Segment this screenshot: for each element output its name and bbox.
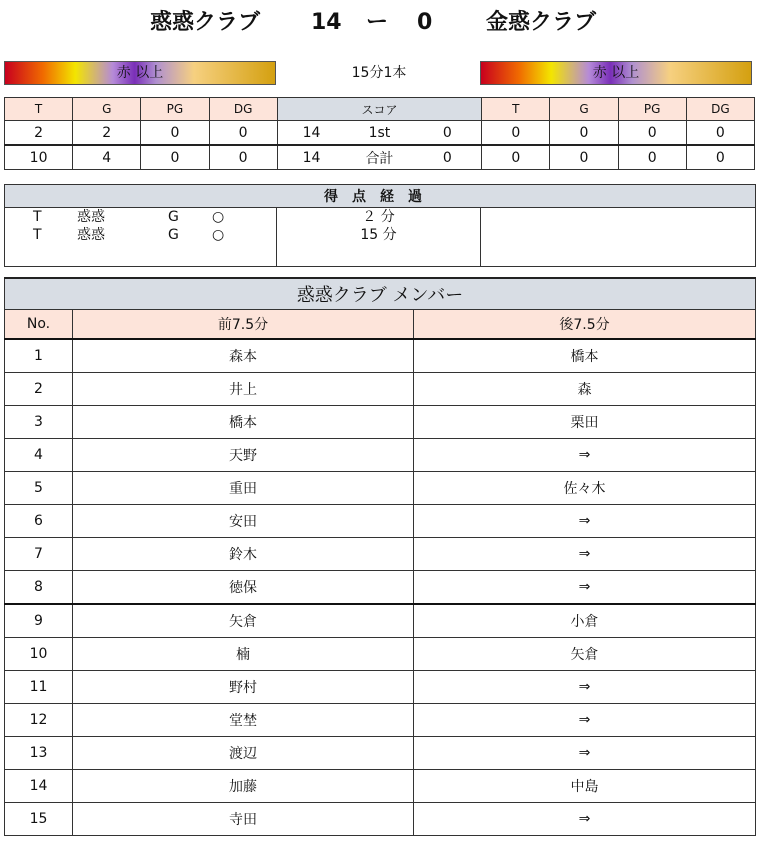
home-team-name: 惑惑クラブ [150,10,261,35]
progress-entry [5,208,276,226]
away-score: 0 [417,10,433,35]
match-format: 15分1本 [351,65,407,81]
home-t: 2 [5,121,73,146]
home-points: 14 [277,145,345,170]
score-type: T [33,227,42,243]
member-number: 7 [5,538,73,571]
second-half-player: 中島 [414,770,756,803]
first-half-player: 橋本 [73,406,414,439]
member-number: 1 [5,339,73,373]
home-pg: 0 [141,121,209,146]
member-number: 12 [5,704,73,737]
score-table [4,97,755,170]
away-dg: 0 [686,145,754,170]
first-half-player: 堂埜 [73,704,414,737]
header-pg: PG [141,98,209,121]
col-first-half: 前7.5分 [73,310,414,340]
first-half-player: 渡辺 [73,737,414,770]
progress-title: 得点経過 [5,185,756,208]
away-points: 0 [414,145,482,170]
score-row-1st [5,121,755,146]
second-half-player: ⇒ [414,571,756,605]
first-half-player: 安田 [73,505,414,538]
home-score: 14 [311,10,342,35]
second-half-player: 橋本 [414,339,756,373]
home-g: 4 [73,145,141,170]
first-half-player: 森本 [73,339,414,373]
kick-result: ○ [212,209,225,225]
header-pg: PG [618,98,686,121]
home-level-bar [4,61,276,85]
away-team-name: 金惑クラブ [486,10,597,35]
member-table-title: 惑惑クラブ メンバー [5,278,756,310]
second-half-player: 栗田 [414,406,756,439]
home-g: 2 [73,121,141,146]
score-team: 惑惑 [77,227,105,243]
away-pg: 0 [618,121,686,146]
home-pg: 0 [141,145,209,170]
total-label: 合計 [345,145,413,170]
progress-times [277,208,481,267]
first-half-player: 寺田 [73,803,414,836]
first-half-player: 野村 [73,671,414,704]
score-time: 15 分 [360,227,397,243]
progress-events [5,208,277,267]
member-row [5,571,756,605]
member-row [5,373,756,406]
home-level-label: 赤 以上 [116,65,164,81]
half-label: 1st [345,121,413,146]
home-dg: 0 [209,121,277,146]
first-half-player: 井上 [73,373,414,406]
member-row [5,505,756,538]
second-half-player: 矢倉 [414,638,756,671]
col-second-half: 後7.5分 [414,310,756,340]
score-type: T [33,209,42,225]
home-dg: 0 [209,145,277,170]
second-half-player: ⇒ [414,505,756,538]
progress-entry [5,226,276,244]
member-number: 4 [5,439,73,472]
away-dg: 0 [686,121,754,146]
second-half-player: ⇒ [414,671,756,704]
progress-away-events [481,208,756,267]
header-g: G [73,98,141,121]
member-number: 9 [5,604,73,638]
first-half-player: 加藤 [73,770,414,803]
first-half-player: 重田 [73,472,414,505]
score-dash: ー [366,10,389,35]
member-row [5,538,756,571]
second-half-player: ⇒ [414,737,756,770]
member-number: 2 [5,373,73,406]
kick-type: G [168,209,179,225]
member-table [4,277,756,836]
score-row-total [5,145,755,170]
scoring-progress-table [4,184,756,267]
second-half-player: 佐々木 [414,472,756,505]
member-row [5,439,756,472]
away-t: 0 [482,145,550,170]
member-number: 6 [5,505,73,538]
col-number: No. [5,310,73,340]
member-row [5,638,756,671]
member-row [5,339,756,373]
first-half-player: 徳保 [73,571,414,605]
member-number: 10 [5,638,73,671]
header-g: G [550,98,618,121]
away-g: 0 [550,145,618,170]
home-t: 10 [5,145,73,170]
second-half-player: ⇒ [414,803,756,836]
away-level-label: 赤 以上 [592,65,640,81]
member-row [5,803,756,836]
first-half-player: 矢倉 [73,604,414,638]
member-number: 13 [5,737,73,770]
header-dg: DG [686,98,754,121]
second-half-player: ⇒ [414,704,756,737]
member-row [5,671,756,704]
member-number: 5 [5,472,73,505]
kick-type: G [168,227,179,243]
home-points: 14 [277,121,345,146]
away-level-bar [480,61,752,85]
member-row [5,472,756,505]
member-number: 3 [5,406,73,439]
member-row [5,704,756,737]
away-t: 0 [482,121,550,146]
member-row [5,737,756,770]
away-pg: 0 [618,145,686,170]
member-number: 8 [5,571,73,605]
first-half-player: 天野 [73,439,414,472]
away-points: 0 [414,121,482,146]
header-t: T [5,98,73,121]
second-half-player: ⇒ [414,538,756,571]
second-half-player: ⇒ [414,439,756,472]
first-half-player: 楠 [73,638,414,671]
member-number: 15 [5,803,73,836]
kick-result: ○ [212,227,225,243]
away-g: 0 [550,121,618,146]
header-t: T [482,98,550,121]
member-number: 11 [5,671,73,704]
score-time: ２ 分 [362,209,395,225]
header-dg: DG [209,98,277,121]
member-row [5,406,756,439]
score-team: 惑惑 [77,209,105,225]
member-row [5,770,756,803]
member-number: 14 [5,770,73,803]
second-half-player: 小倉 [414,604,756,638]
member-row [5,604,756,638]
first-half-player: 鈴木 [73,538,414,571]
header-score: スコア [277,98,482,121]
second-half-player: 森 [414,373,756,406]
